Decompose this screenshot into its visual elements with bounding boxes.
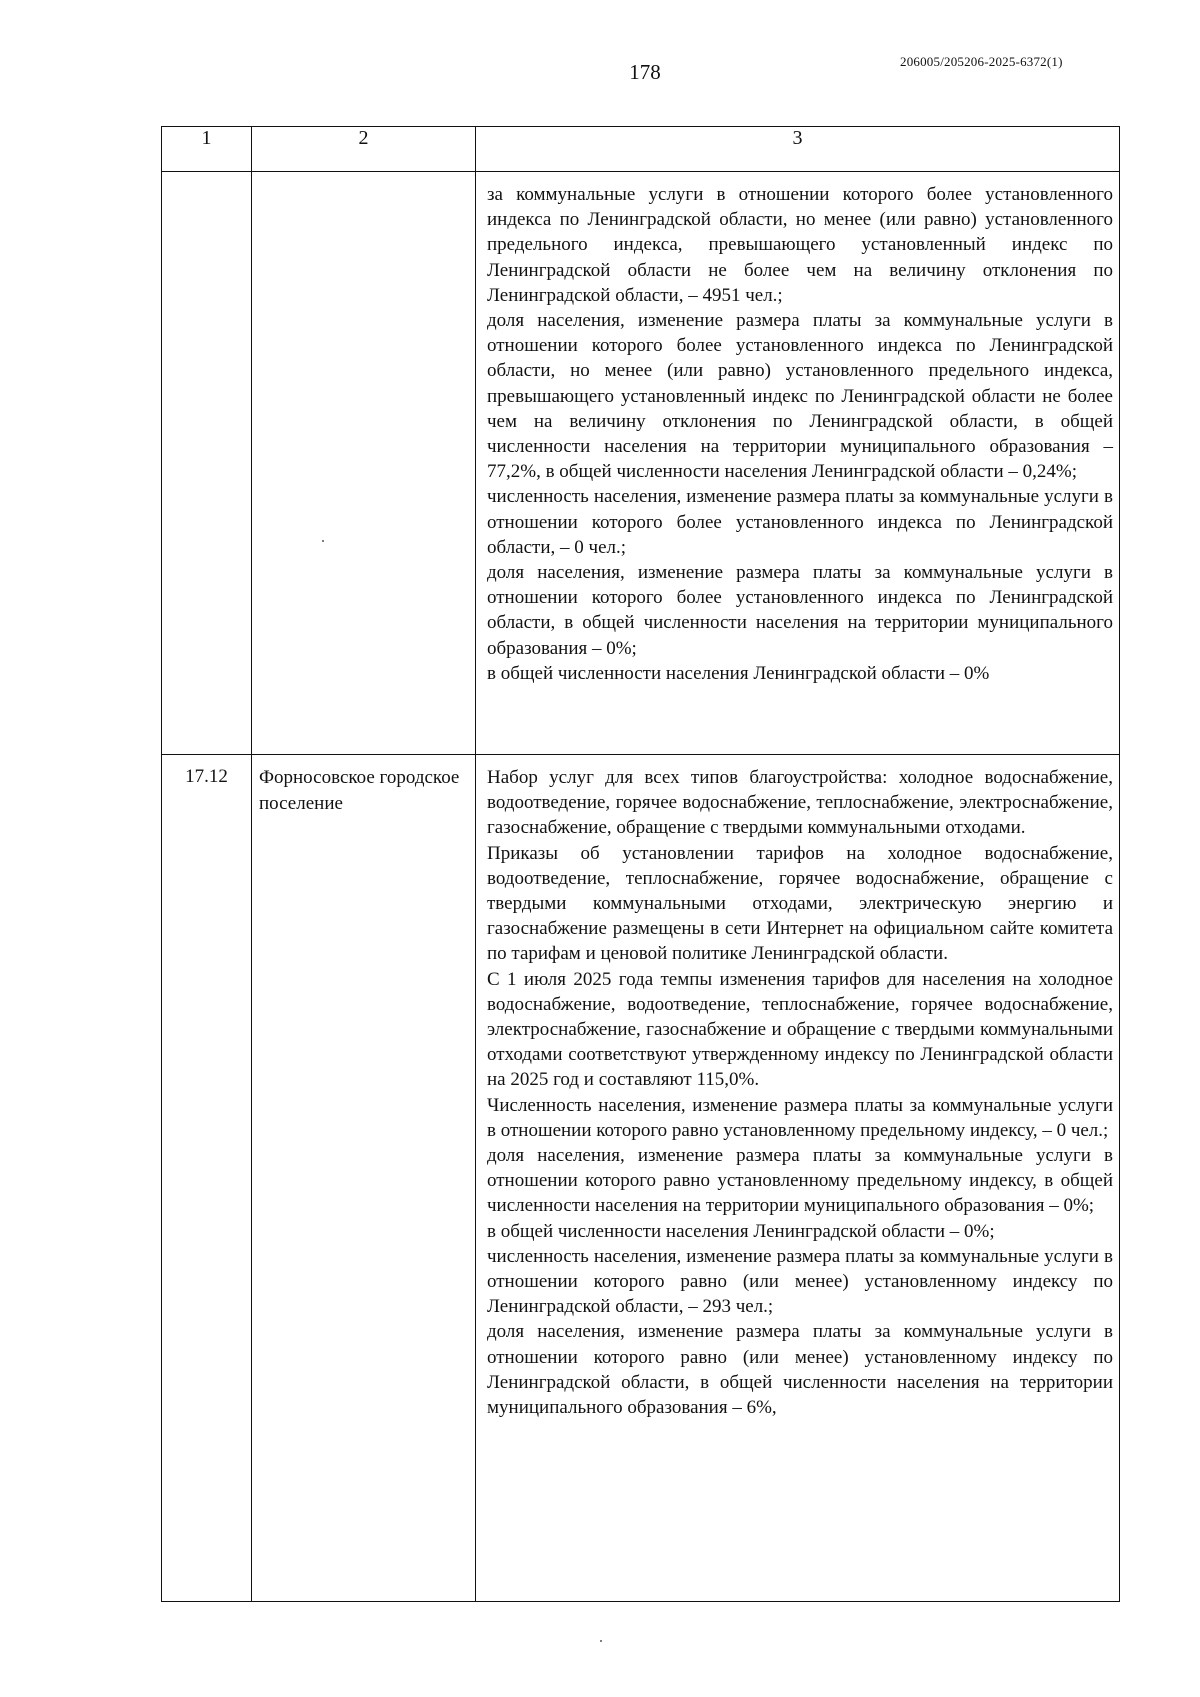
- paragraph: Набор услуг для всех типов благоустройства: холодное водоснабжение, водоотведение, горячее водоснабжение, теплоснабжение, электроснабжение, газоснабжение, обращение с твердыми коммунальными отходами.: [487, 767, 1113, 839]
- paragraph: С 1 июля 2025 года темпы изменения тарифов для населения на холодное водоснабжение, водоотведение, теплоснабжение, горячее водоснабжение, электроснабжение, газоснабжение и обращение с твердыми коммунальными отходами соответствуют утвержденному индексу по Ленинградской области на 2025 год и составляют 115,0%.: [487, 968, 1113, 1091]
- column-header-2: 2: [252, 127, 476, 172]
- column-header-1: 1: [162, 127, 252, 172]
- table-row: [162, 172, 1120, 755]
- column-header-3: 3: [476, 127, 1120, 172]
- tariff-table: [161, 126, 1120, 1602]
- paragraph: за коммунальные услуги в отношении которого более установленного индекса по Ленинградской области, но менее (или равно) установленного предельного индекса, превышающего установленный индекс по Ленинградской области не более чем на величину отклонения по Ленинградской области, – 4951 чел.;: [487, 184, 1113, 306]
- row-number: [162, 172, 252, 755]
- paragraph: численность населения, изменение размера платы за коммунальные услуги в отношении которого равно (или менее) установленному индексу по Ленинградской области, – 293 чел.;: [487, 1245, 1113, 1318]
- municipality-name: Форносовское городское поселение: [252, 755, 476, 1602]
- table-header-row: [162, 127, 1120, 172]
- paragraph: доля населения, изменение размера платы за коммунальные услуги в отношении которого более установленного индекса по Ленинградской области, в общей численности населения на территории муниципального образования – 0%;: [487, 562, 1113, 659]
- paragraph: в общей численности населения Ленинградской области – 0%;: [487, 1220, 995, 1242]
- paragraph: Численность населения, изменение размера платы за коммунальные услуги в отношении которого равно установленному предельному индексу, – 0 чел.;: [487, 1094, 1113, 1141]
- paragraph: доля населения, изменение размера платы за коммунальные услуги в отношении которого равно (или менее) установленному индексу по Ленинградской области, в общей численности населения на территории муниципального образования – 6%,: [487, 1321, 1113, 1419]
- paragraph: в общей численности населения Ленинградской области – 0%: [487, 662, 990, 684]
- document-id: 206005/205206-2025-6372(1): [900, 54, 1063, 69]
- page-number: 178: [629, 60, 661, 84]
- row-description: [476, 172, 1120, 755]
- paragraph: доля населения, изменение размера платы за коммунальные услуги в отношении которого более установленного индекса по Ленинградской области, но менее (или равно) установленного предельного индекса, превышающего установленный индекс по Ленинградской области не более чем на величину отклонения по Ленинградской области, в общей численности населения на территории муниципального образования – 77,2%, в общей численности населения Ленинградской области – 0,24%;: [487, 310, 1113, 483]
- paragraph: доля населения, изменение размера платы за коммунальные услуги в отношении которого равно установленному предельному индексу, в общей численности населения на территории муниципального образования – 0%;: [487, 1145, 1113, 1217]
- row-description: [476, 755, 1120, 1602]
- municipality-name: [252, 172, 476, 755]
- scan-artifact: [600, 1640, 602, 1642]
- row-number: 17.12: [162, 755, 252, 1602]
- table-row: [162, 755, 1120, 1602]
- paragraph: численность населения, изменение размера платы за коммунальные услуги в отношении которого более установленного индекса по Ленинградской области, – 0 чел.;: [487, 486, 1113, 558]
- paragraph: Приказы об установлении тарифов на холодное водоснабжение, водоотведение, теплоснабжение, горячее водоснабжение, обращение с твердыми коммунальными отходами, электрическую энергию и газоснабжение размещены в сети Интернет на официальном сайте комитета по тарифам и ценовой политике Ленинградской области.: [487, 842, 1113, 965]
- scan-artifact: [322, 540, 324, 542]
